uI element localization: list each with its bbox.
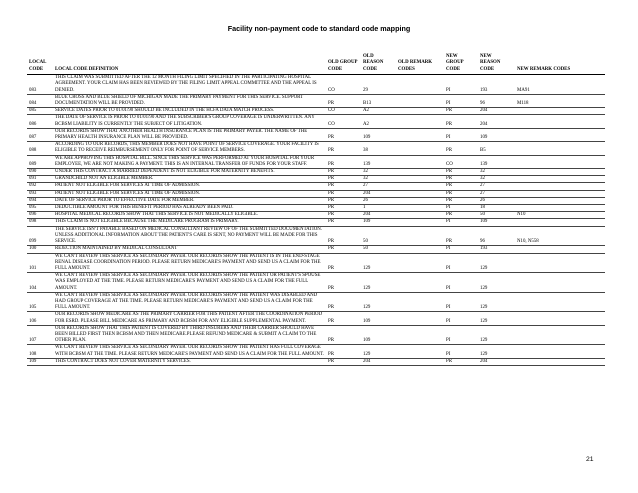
cell-new-reason: 96 [478,226,515,246]
cell-old-reason: B13 [361,94,396,107]
cell-new-group: PI [444,219,478,226]
cell-new-group: PI [444,246,478,253]
cell-new-remark [515,273,605,293]
table-row [27,345,605,358]
cell-new-reason: 32 [478,169,515,176]
cell-local-code: 100 [27,246,53,253]
cell-new-reason: 129 [478,312,515,325]
header-row [27,54,605,75]
table-row [27,142,605,155]
cell-new-remark [515,190,605,197]
cell-local-code: 091 [27,176,53,183]
table-row [27,219,605,226]
cell-new-reason: 129 [478,325,515,345]
cell-local-code: 083 [27,75,53,95]
cell-old-reason: 50 [361,226,396,246]
table-row [27,190,605,197]
table-row [27,312,605,325]
table-row [27,358,605,365]
cell-old-remark [396,128,444,141]
cell-local-code: 109 [27,358,53,365]
cell-new-reason: 96 [478,94,515,107]
cell-local-definition: THIS CLAIM WAS SUBMITTED AFTER THE 12 MONTH FILING LIMIT SPECIFIED IN THE PARTICIPATING HOSPITAL AGREEMENT. YOUR CLAIM HAS BEEN REVIEWED BY THE FILING LIMIT APPEAL COMMITTEE AND THE APPEAL IS DENIED. [53,75,326,95]
cell-new-group: PR [444,190,478,197]
cell-old-remark [396,169,444,176]
cell-new-reason: 18 [478,205,515,212]
cell-new-remark [515,219,605,226]
cell-new-remark [515,205,605,212]
cell-new-group: PI [444,75,478,95]
cell-new-reason: 204 [478,108,515,115]
cell-new-group: PR [444,212,478,219]
column-header-old-group: OLD GROUP CODE [326,54,361,75]
cell-old-remark [396,115,444,128]
cell-old-group: PR [326,169,361,176]
column-header-old-reason: OLD REASON CODE [361,54,396,75]
cell-new-remark [515,292,605,312]
cell-new-group: PI [444,205,478,212]
cell-old-group: CO [326,75,361,95]
cell-new-group: PR [444,197,478,204]
cell-new-remark [515,142,605,155]
cell-old-reason: A2 [361,108,396,115]
cell-old-reason: 32 [361,169,396,176]
table-body [27,75,605,366]
table-row [27,205,605,212]
cell-new-remark [515,253,605,273]
table-row [27,292,605,312]
cell-local-code: 089 [27,155,53,168]
cell-old-group: PR [326,325,361,345]
cell-old-reason: A2 [361,115,396,128]
cell-old-reason: 38 [361,142,396,155]
cell-new-reason: 193 [478,75,515,95]
cell-new-group: PR [444,108,478,115]
cell-old-reason: 129 [361,273,396,293]
cell-old-reason: 26 [361,197,396,204]
cell-local-code: 098 [27,219,53,226]
cell-old-remark [396,292,444,312]
cell-new-group: PI [444,292,478,312]
cell-new-remark: MA91 [515,75,605,95]
cell-new-group: PR [444,358,478,365]
page-number: 21 [586,456,594,463]
cell-local-definition: PATIENT NOT ELIGIBLE FOR SERVICES AT TIME OF ADMISSION. [53,183,326,190]
code-mapping-table [27,54,605,366]
column-header-new-reason: NEW REASON CODE [478,54,515,75]
cell-new-remark: M118 [515,94,605,107]
cell-old-group: PR [326,128,361,141]
cell-new-remark [515,325,605,345]
cell-old-group: PR [326,190,361,197]
cell-local-definition: PATIENT NOT ELIGIBLE FOR SERVICES AT TIME OF ADMISSION. [53,190,326,197]
cell-new-reason: 27 [478,183,515,190]
cell-new-remark [515,246,605,253]
cell-new-group: PI [444,253,478,273]
cell-local-code: 106 [27,312,53,325]
cell-local-definition: OUR RECORDS SHOW THAT ANOTHER HEALTH INSURANCE PLAN IS THE PRIMARY PAYER. THE NAME OF THE PRIMARY HEALTH INSURANCE PLAN WILL BE PROVIDED. [53,128,326,141]
cell-new-group: PI [444,345,478,358]
table-row [27,75,605,95]
cell-new-remark [515,115,605,128]
cell-local-definition: THE DATE OF SERVICE IS PRIOR TO 01/01/90 AND THE SUBSCRIBER'S GROUP COVERAGE IS UNDERWRITTEN. ANY BCBSM LIABILITY IS CURRENTLY THE SUBJECT OF LITIGATION. [53,115,326,128]
table-row [27,128,605,141]
column-header-new-remark: NEW REMARK CODES [515,54,605,75]
cell-local-definition: DATE OF SERVICE PRIOR TO EFFECTIVE DATE FOR MEMBER. [53,197,326,204]
cell-new-group: CO [444,155,478,168]
cell-old-remark [396,325,444,345]
cell-local-definition: HOSPITAL MEDICAL RECORDS SHOW THAT THIS SERVICE IS NOT MEDICALLY ELIGIBLE. [53,212,326,219]
cell-new-group: PR [444,142,478,155]
cell-local-definition: BLUE CROSS AND BLUE SHIELD OF MICHIGAN MADE THE PRIMARY PAYMENT FOR THIS SERVICE. SUPPORT DOCUMENTATION WILL BE PROVIDED. [53,94,326,107]
cell-old-reason: 204 [361,212,396,219]
cell-local-code: 086 [27,115,53,128]
cell-old-group: PR [326,253,361,273]
cell-local-definition: REJECTION MAINTAINED BY MEDICAL CONSULTANT [53,246,326,253]
cell-old-remark [396,358,444,365]
cell-old-group: CO [326,108,361,115]
cell-local-code: 104 [27,273,53,293]
cell-new-reason: 204 [478,358,515,365]
cell-old-remark [396,176,444,183]
cell-local-definition: SERVICE DATES PRIOR TO 01/01/90 SHOULD BE INCLUDED IN THE HCFA DATA MATCH PROCESS. [53,108,326,115]
cell-local-definition: WE CAN'T REVIEW THIS SERVICE AS SECONDARY PAYER. OUR RECORDS SHOW THE PATIENT IS IN THE END-STAGE RENAL DISEASE COORDINATION PERIOD. PLEASE RETURN MEDICARE'S PAYMENT AND SEND US A CLAIM FOR THE FULL AMOUNT. [53,253,326,273]
cell-old-reason: 32 [361,176,396,183]
cell-new-remark [515,358,605,365]
page-title: Facility non-payment code to standard code mapping [227,24,411,33]
cell-old-group: PR [326,345,361,358]
cell-local-definition: GRANDCHILD NOT AN ELIGIBLE MEMBER. [53,176,326,183]
table-row [27,253,605,273]
cell-local-definition: ACCORDING TO OUR RECORDS, THIS MEMBER DOES NOT HAVE POINT OF SERVICE COVERAGE. YOUR FACILITY IS ELIGIBLE TO RECEIVE REIMBURSEMENT ONLY FOR POINT OF SERVICE MEMBERS. [53,142,326,155]
cell-old-remark [396,273,444,293]
cell-local-definition: WE CAN'T REVIEW THIS SERVICE AS SECONDARY PAYER. OUR RECORDS SHOW THE PATIENT WAS DISABLED AND HAD GROUP COVERAGE AT THE TIME. PLEASE RETURN MEDICARE'S PAYMENT AND SEND US A CLAIM FOR THE FULL AMOUNT. [53,292,326,312]
cell-old-remark [396,212,444,219]
cell-local-code: 099 [27,226,53,246]
cell-old-remark [396,155,444,168]
cell-old-group: PR [326,312,361,325]
cell-local-code: 093 [27,190,53,197]
cell-new-reason: 139 [478,155,515,168]
cell-new-remark: N10, N558 [515,226,605,246]
cell-old-remark [396,108,444,115]
table-row [27,212,605,219]
cell-new-group: PI [444,128,478,141]
cell-old-group: PR [326,94,361,107]
cell-old-reason: 27 [361,183,396,190]
cell-new-remark [515,312,605,325]
cell-local-definition: OUR RECORDS SHOW THAT THIS PATIENT IS COVERED BY THIRD INSURERS AND THEIR CARRIER SHOULD HAVE BEEN BILLED FIRST THEN BCBSM AND THEN MEDICARE.PLEASE REFUND MEDICARE & SUBMIT A CLAIM TO THE OTHER PLAN. [53,325,326,345]
column-header-local-code: LOCAL CODE [27,54,53,75]
table-row [27,183,605,190]
cell-old-reason: 129 [361,292,396,312]
cell-new-reason: 129 [478,345,515,358]
cell-local-code: 092 [27,183,53,190]
cell-new-remark [515,197,605,204]
cell-old-remark [396,75,444,95]
cell-local-definition: THE SERVICE ISN'T PAYABLE BASED ON MEDICAL CONSULTANT REVIEW OF OF THE SUBMITTED DOCUMENTATION. UNLESS ADDITIONAL INFORMATION ABOUT THE PATIENT'S CARE IS SENT, NO PAYMENT WILL BE MADE FOR THIS SERVICE. [53,226,326,246]
cell-old-group: PR [326,205,361,212]
cell-old-reason: 109 [361,219,396,226]
cell-local-code: 087 [27,128,53,141]
cell-old-remark [396,219,444,226]
cell-old-reason: 129 [361,253,396,273]
cell-old-reason: 50 [361,246,396,253]
cell-new-group: PI [444,312,478,325]
cell-old-group: PR [326,142,361,155]
cell-new-reason: 109 [478,128,515,141]
cell-old-reason: 204 [361,190,396,197]
cell-new-remark [515,345,605,358]
cell-local-code: 088 [27,142,53,155]
cell-old-group: PR [326,197,361,204]
table-row [27,155,605,168]
cell-new-group: PR [444,169,478,176]
cell-new-group: PR [444,115,478,128]
cell-new-reason: B5 [478,142,515,155]
cell-old-reason: 139 [361,155,396,168]
cell-old-remark [396,190,444,197]
cell-new-remark: N10 [515,212,605,219]
cell-new-remark [515,183,605,190]
cell-old-reason: 109 [361,325,396,345]
cell-local-code: 094 [27,197,53,204]
cell-new-group: PI [444,325,478,345]
cell-local-definition: UNDER THIS CONTRACT A MARRIED DEPENDENT IS NOT ELIGIBLE FOR MATERNITY BENEFITS. [53,169,326,176]
cell-local-code: 090 [27,169,53,176]
table-row [27,246,605,253]
table-row [27,108,605,115]
cell-old-group: PR [326,358,361,365]
cell-new-reason: 26 [478,197,515,204]
table-row [27,226,605,246]
cell-local-code: 085 [27,108,53,115]
cell-local-definition: OUR RECORDS SHOW MEDICARE AS THE PRIMARY CARRIER FOR THIS PATIENT AFTER THE COORDINATION PERIOD FOR ESRD. PLEASE BILL MEDICARE AS PRIMARY AND BCBSM FOR ANY ELIGIBLE SUPPLEMENTAL PAYMENT. [53,312,326,325]
cell-old-remark [396,345,444,358]
cell-local-code: 101 [27,253,53,273]
cell-new-group: PI [444,273,478,293]
cell-old-group: PR [326,273,361,293]
cell-new-remark [515,169,605,176]
cell-local-definition: WE CAN'T REVIEW THIS SERVICE AS SECONDARY PAYER. OUR RECORDS SHOW THE PATIENT OR PATIENT'S SPOUSE WAS EMPLOYED AT THE TIME. PLEASE RETURN MEDICARE'S PAYMENT AND SEND US A CLAIM FOR THE FULL AMOUNT. [53,273,326,293]
cell-old-group: PR [326,183,361,190]
cell-new-reason: 204 [478,115,515,128]
cell-local-code: 105 [27,292,53,312]
cell-old-group: PR [326,219,361,226]
cell-new-reason: 32 [478,176,515,183]
cell-old-reason: 129 [361,345,396,358]
cell-old-group: PR [326,226,361,246]
table-row [27,115,605,128]
cell-old-reason: 109 [361,312,396,325]
cell-local-code: 084 [27,94,53,107]
cell-local-code: 096 [27,212,53,219]
cell-new-reason: 50 [478,212,515,219]
table-row [27,325,605,345]
cell-old-remark [396,94,444,107]
table-row [27,273,605,293]
cell-new-reason: 27 [478,190,515,197]
column-header-new-group: NEW GROUP CODE [444,54,478,75]
cell-new-reason: 129 [478,292,515,312]
cell-old-remark [396,226,444,246]
cell-new-reason: 193 [478,246,515,253]
cell-local-definition: DEDUCTIBLE AMOUNT FOR THIS BENEFIT PERIOD HAS ALREADY BEEN PAID. [53,205,326,212]
column-header-local-definition: LOCAL CODE DEFINITION [53,54,326,75]
column-header-old-remark: OLD REMARK CODES [396,54,444,75]
cell-old-reason: 109 [361,128,396,141]
cell-old-group: CO [326,115,361,128]
cell-old-group: PR [326,212,361,219]
cell-old-reason: 1 [361,205,396,212]
cell-local-definition: THIS CLAIM IS NOT ELIGIBLE BECAUSE THE MEDICARE PROGRAM IS PRIMARY. [53,219,326,226]
table-row [27,176,605,183]
cell-new-reason: 109 [478,219,515,226]
cell-old-remark [396,246,444,253]
cell-new-group: PR [444,183,478,190]
cell-old-remark [396,253,444,273]
cell-new-remark [515,176,605,183]
cell-old-remark [396,183,444,190]
cell-local-definition: WE ARE APPROVING THIS HOSPITAL BILL. SINCE THIS SERVICE WAS PERFORMED AT YOUR HOSPITAL FOR YOUR EMPLOYEE, WE ARE NOT MAKING A PAYMENT. THIS IS AN INTERNAL TRANSFER OF FUNDS FOR YOUR STAFF. [53,155,326,168]
cell-old-remark [396,142,444,155]
cell-new-group: PR [444,176,478,183]
cell-old-group: PR [326,155,361,168]
cell-new-group: PR [444,226,478,246]
cell-local-code: 108 [27,345,53,358]
cell-new-remark [515,108,605,115]
table-row [27,94,605,107]
table-row [27,169,605,176]
cell-new-remark [515,128,605,141]
cell-local-code: 095 [27,205,53,212]
cell-old-remark [396,197,444,204]
cell-new-reason: 129 [478,253,515,273]
cell-new-reason: 129 [478,273,515,293]
cell-local-definition: WE CAN'T REVIEW THIS SERVICE AS SECONDARY PAYER. OUR RECORDS SHOW THE PATIENT HAS FULL COVERAGE WITH BCBSM AT THE TIME. PLEASE RETURN MEDICARE'S PAYMENT AND SEND US A CLAIM FOR THE FULL AMOUNT. [53,345,326,358]
cell-old-reason: 29 [361,75,396,95]
table-row [27,197,605,204]
cell-old-remark [396,205,444,212]
cell-local-code: 107 [27,325,53,345]
cell-old-group: PR [326,246,361,253]
cell-local-definition: THIS CONTRACT DOES NOT COVER MATERNITY SERVICES. [53,358,326,365]
cell-old-reason: 204 [361,358,396,365]
cell-new-remark [515,155,605,168]
cell-old-group: PR [326,176,361,183]
cell-new-group: PI [444,94,478,107]
cell-old-group: PR [326,292,361,312]
cell-old-remark [396,312,444,325]
